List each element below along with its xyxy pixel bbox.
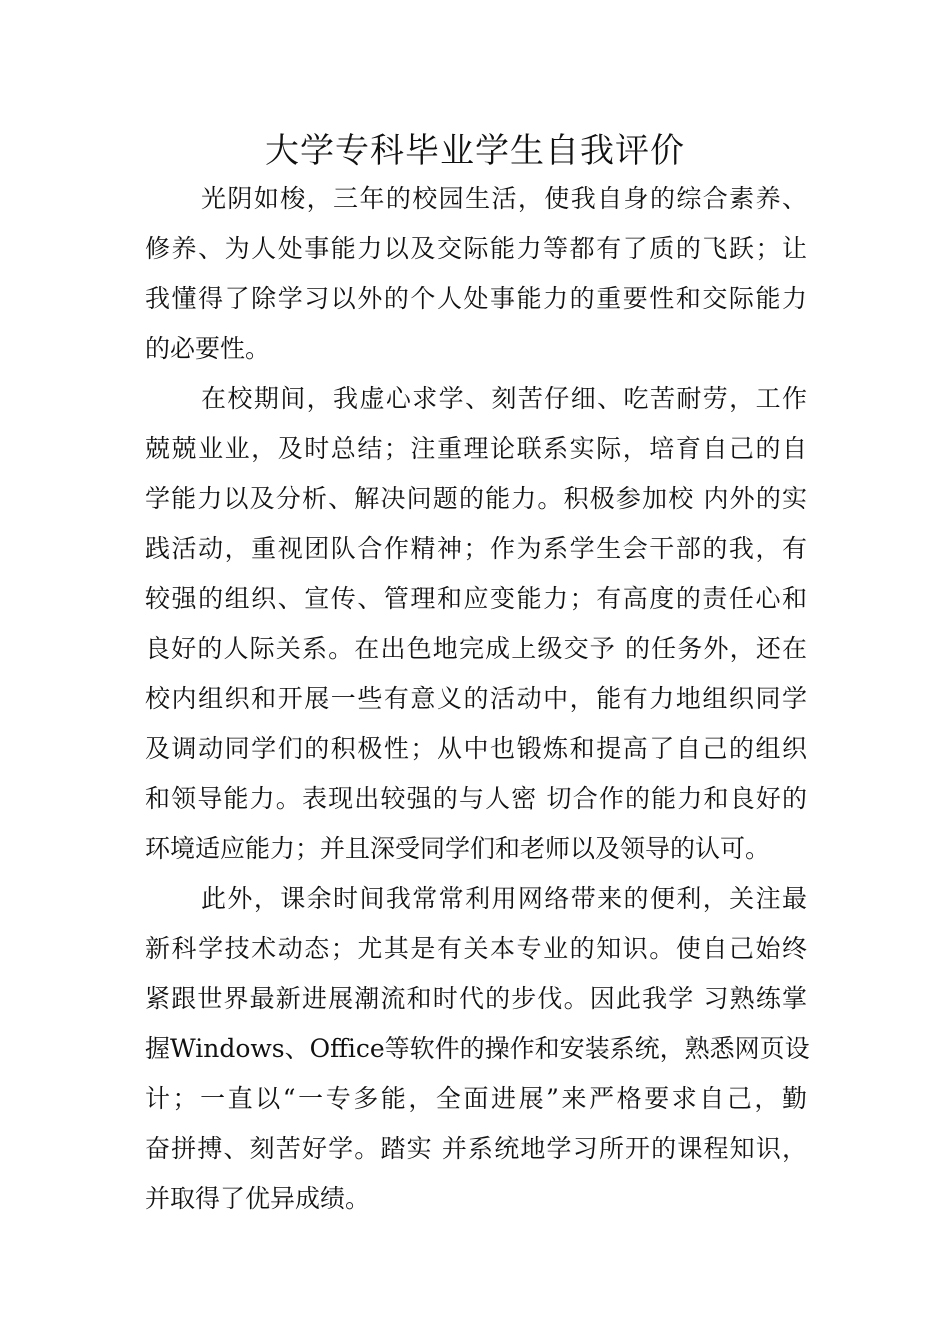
- paragraph-line: 计；一直以“一专多能，全面进展”来严格要求自己，勤: [145, 1084, 807, 1113]
- document-body: [145, 174, 810, 1224]
- paragraph-line: 在校期间，我虚心求学、刻苦仔细、吃苦耐劳，工作: [201, 384, 807, 413]
- paragraph-2: [145, 374, 807, 874]
- paragraph-line: 和领导能力。表现出较强的与人密 切合作的能力和良好的: [145, 784, 807, 813]
- paragraph-line: 修养、为人处事能力以及交际能力等都有了质的飞跃；让: [145, 234, 807, 263]
- paragraph-line: 紧跟世界最新进展潮流和时代的步伐。因此我学 习熟练掌: [145, 984, 807, 1013]
- paragraph-line: 的必要性。: [145, 334, 271, 363]
- paragraph-line: 环境适应能力；并且深受同学们和老师以及领导的认可。: [145, 834, 771, 863]
- paragraph-line: 及调动同学们的积极性；从中也锻炼和提高了自己的组织: [145, 734, 807, 763]
- document-title: 大学专科毕业学生自我评价: [265, 131, 685, 171]
- paragraph-line: 良好的人际关系。在出色地完成上级交予 的任务外，还在: [145, 634, 807, 663]
- paragraph-3: [145, 874, 810, 1224]
- paragraph-line: 我懂得了除学习以外的个人处事能力的重要性和交际能力: [145, 284, 807, 313]
- paragraph-line: 践活动，重视团队合作精神；作为系学生会干部的我，有: [145, 534, 807, 563]
- paragraph-1: [145, 174, 807, 374]
- paragraph-line: 兢兢业业，及时总结；注重理论联系实际，培育自己的自: [145, 434, 807, 463]
- paragraph-line: 并取得了优异成绩。: [145, 1184, 371, 1213]
- paragraph-line: 校内组织和开展一些有意义的活动中，能有力地组织同学: [145, 684, 807, 713]
- paragraph-line: 较强的组织、宣传、管理和应变能力；有高度的责任心和: [145, 584, 807, 613]
- paragraph-line: 新科学技术动态；尤其是有关本专业的知识。使自己始终: [145, 934, 807, 963]
- paragraph-line: 学能力以及分析、解决问题的能力。积极参加校 内外的实: [145, 484, 807, 513]
- paragraph-line: 握Windows、Office等软件的操作和安装系统，熟悉网页设: [145, 1034, 810, 1063]
- paragraph-line: 此外，课余时间我常常利用网络带来的便利，关注最: [201, 884, 807, 913]
- paragraph-line: 奋拼搏、刻苦好学。踏实 并系统地学习所开的课程知识，: [145, 1134, 807, 1163]
- paragraph-line: 光阴如梭，三年的校园生活，使我自身的综合素养、: [201, 184, 807, 213]
